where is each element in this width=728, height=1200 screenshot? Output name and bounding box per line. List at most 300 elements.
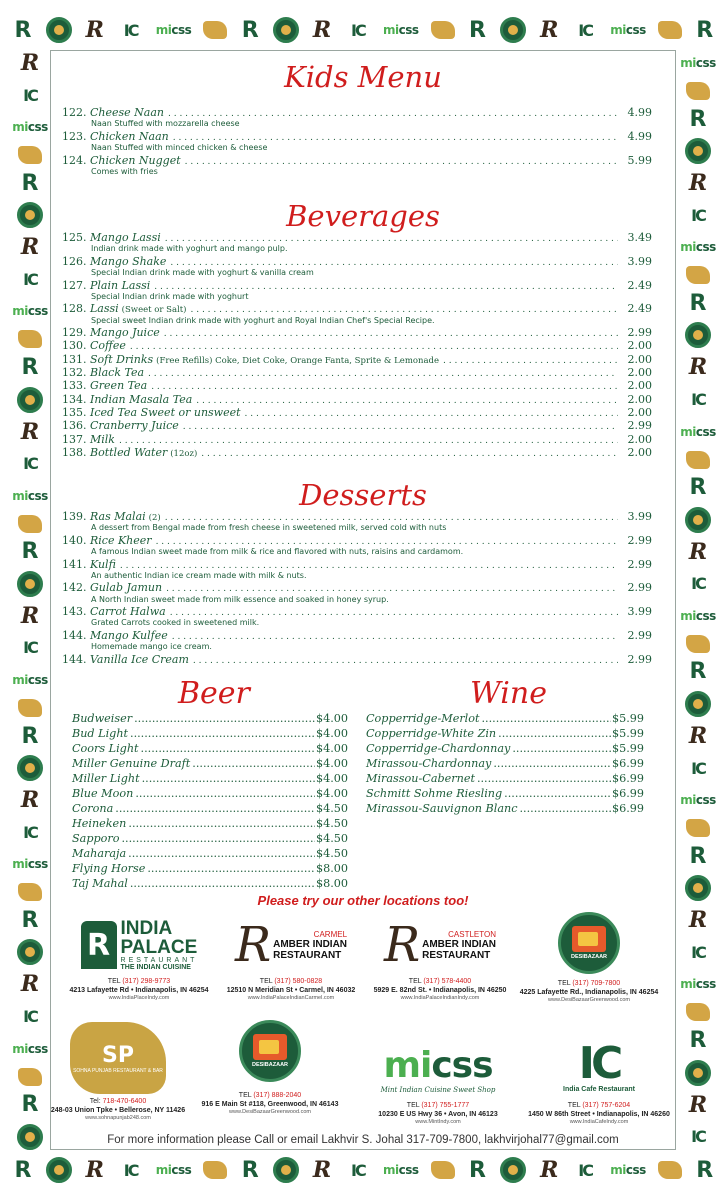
desi-bazaar-icon — [46, 1157, 72, 1183]
menu-item-name: Cranberry Juice — [90, 419, 179, 433]
micss-icon-rest: css — [695, 240, 716, 255]
menu-item-number: 144. — [62, 652, 87, 666]
drink-price: $8.00 — [315, 877, 348, 890]
amber-castleton-name2: RESTAURANT — [422, 949, 491, 961]
menu-item-number: 124. — [62, 153, 87, 167]
micss-icon-m: mi — [155, 23, 172, 37]
drink-price: $6.99 — [611, 787, 644, 800]
desi-bazaar-icon — [273, 1157, 299, 1183]
menu-item-name: Ras Malai — [90, 510, 146, 523]
dot-leader — [481, 712, 610, 725]
amber-castleton-logo-mark: R — [383, 917, 421, 973]
drink-name: Flying Horse — [72, 862, 146, 875]
dot-leader — [151, 382, 618, 392]
menu-item-price: 4.99 — [627, 129, 652, 143]
micss-icon-rest: css — [27, 488, 48, 503]
menu-item-number: 129. — [62, 326, 87, 340]
india-cafe-icon: IC — [691, 942, 705, 962]
menu-item-name: Cheese Naan — [90, 106, 164, 119]
sohna-punjab-icon — [686, 82, 710, 100]
micss-icon — [678, 787, 718, 813]
drink-price: $4.00 — [315, 712, 348, 725]
menu-item-number: 132. — [62, 366, 87, 380]
india-palace-r-icon: R — [689, 659, 707, 685]
desi-bazaar-2-website: www.DesiBazaarGreenwood.com — [229, 1109, 311, 1115]
amber-carmel-logo — [222, 914, 360, 976]
india-palace-r-icon: R — [241, 17, 259, 43]
menu-item-name: Gulab Jamun — [90, 581, 163, 595]
menu-item-number: 133. — [62, 379, 87, 393]
menu-item-note: (12oz) — [170, 448, 198, 459]
sohna-punjab-icon — [18, 330, 42, 348]
sohna-punjab-logo-mark: SP — [102, 1042, 134, 1068]
menu-item — [62, 379, 652, 392]
india-palace-r-icon: R — [469, 17, 486, 43]
drink-price: $5.99 — [611, 712, 644, 725]
india-cafe-icon: IC — [691, 205, 705, 225]
micss-icon-m: mi — [610, 23, 626, 37]
sohna-punjab-icon — [431, 1161, 455, 1179]
india-cafe-icon: IC — [691, 574, 705, 594]
amber-castleton-address: 5929 E. 82nd St. • Indianapolis, IN 46250 — [373, 987, 507, 994]
india-cafe-icon: IC — [123, 1160, 138, 1180]
menu-item-line — [62, 581, 652, 594]
india-cafe-logo-mark: IC — [578, 1037, 620, 1089]
desi-bazaar-icon — [17, 1124, 43, 1150]
amber-r-icon: R — [688, 354, 708, 381]
india-palace-r-icon: R — [689, 1028, 707, 1053]
menu-item-line — [62, 130, 652, 143]
amber-carmel-name1: AMBER INDIAN — [273, 938, 348, 950]
menu-item-price: 2.99 — [627, 628, 652, 642]
micss-icon-m: mi — [680, 608, 696, 623]
shopping-cart-icon — [572, 926, 606, 952]
amber-r-icon: R — [20, 971, 40, 998]
menu-item-price: 2.00 — [627, 392, 652, 406]
india-cafe-icon: IC — [23, 454, 37, 474]
location-micss — [370, 1040, 506, 1125]
menu-item-price: 2.99 — [627, 326, 652, 340]
drink-item — [72, 847, 348, 862]
menu-item-description: Special Indian drink made with yoghurt & vanilla cream — [91, 268, 314, 278]
menu-item-line — [62, 154, 652, 167]
menu-item-name: Carrot Halwa — [90, 605, 166, 619]
menu-item-description: Naan Stuffed with mozzarella cheese — [91, 119, 240, 129]
dot-leader — [493, 757, 611, 770]
amber-carmel-city: CARMEL — [313, 929, 348, 939]
dot-leader — [173, 133, 618, 143]
drink-item — [72, 772, 348, 787]
micss-icon — [608, 1157, 648, 1183]
desi-bazaar-2-address: 916 E Main St #118, Greenwood, IN 46143 — [201, 1101, 339, 1108]
amber-r-icon: R — [540, 1157, 559, 1183]
india-cafe-icon: IC — [23, 269, 37, 289]
drink-item — [72, 862, 348, 877]
desi-bazaar-2-phone: TEL (317) 888-2040 — [238, 1092, 302, 1099]
india-palace-r-icon: R — [689, 290, 707, 316]
drink-price: $4.00 — [315, 772, 348, 785]
menu-item-line — [62, 393, 652, 406]
desi-bazaar-icon — [685, 138, 711, 164]
india-palace-r-icon: R — [21, 907, 39, 933]
menu-item-description: Comes with fries — [91, 166, 158, 176]
dot-leader — [141, 742, 315, 755]
india-palace-r-icon: R — [14, 1157, 32, 1183]
india-cafe-icon: IC — [578, 20, 592, 40]
sohna-punjab-icon — [18, 146, 42, 164]
menu-item — [62, 154, 652, 178]
desi-bazaar-icon — [17, 939, 43, 965]
micss-icon-rest: css — [695, 608, 716, 623]
india-palace-r-icon: R — [21, 1092, 39, 1118]
menu-item-name: Black Tea — [90, 366, 145, 380]
desi-bazaar-icon — [685, 1060, 711, 1086]
sohna-punjab-icon — [203, 1161, 227, 1179]
beverages-list — [62, 231, 652, 459]
menu-item-name: Coffee — [90, 339, 126, 353]
menu-item-description: A famous Indian sweet made from milk & rice and flavored with nuts, raisins and cardamom. — [91, 547, 464, 557]
menu-item-name: Bottled Water — [90, 445, 168, 459]
menu-item-name: Mango Juice — [90, 326, 160, 340]
menu-item-number: 126. — [62, 254, 87, 268]
menu-item-price: 2.99 — [627, 581, 652, 595]
menu-item — [62, 534, 652, 558]
menu-item-price: 2.49 — [627, 278, 652, 292]
amber-castleton-phone: TEL (317) 578-4400 — [408, 978, 472, 985]
menu-item-note: (Free Refills) Coke, Diet Coke, Orange Fanta, Sprite & Lemonade — [156, 355, 440, 366]
menu-item-description: An authentic Indian ice cream made with milk & nuts. — [91, 570, 307, 580]
dot-leader — [135, 787, 315, 800]
amber-r-icon: R — [20, 602, 40, 629]
logo-border-left — [8, 50, 52, 1150]
drink-name: Taj Mahal — [72, 877, 128, 890]
micss-icon-rest: css — [171, 1163, 192, 1177]
desi-bazaar-2-logo — [239, 1020, 301, 1082]
dot-leader — [165, 513, 618, 523]
dot-leader — [120, 561, 618, 571]
india-cafe-website: www.IndiaCafeIndy.com — [569, 1119, 629, 1125]
sohna-punjab-icon — [658, 21, 682, 39]
dot-leader — [193, 656, 618, 666]
dot-leader — [192, 757, 315, 770]
menu-item-line — [62, 339, 652, 352]
micss-icon-rest: css — [27, 857, 48, 872]
micss-icon — [10, 483, 50, 509]
menu-item — [62, 653, 652, 666]
dot-leader — [156, 537, 618, 547]
desi-bazaar-icon — [685, 322, 711, 348]
india-cafe-phone: TEL (317) 757-6204 — [567, 1102, 631, 1109]
menu-item-line — [62, 558, 652, 571]
india-palace-r-icon: R — [696, 17, 714, 43]
menu-item — [62, 326, 652, 339]
menu-item-line — [62, 605, 652, 618]
micss-icon-rest: css — [625, 1163, 646, 1177]
dot-leader — [164, 329, 618, 339]
drink-price: $4.50 — [315, 817, 348, 830]
dot-leader — [245, 409, 618, 419]
drink-name: Mirassou-Chardonnay — [366, 757, 492, 770]
desi-bazaar-icon — [17, 387, 43, 413]
menu-item-number: 138. — [62, 445, 87, 459]
micss-icon — [10, 114, 50, 140]
micss-icon-m: mi — [12, 304, 28, 319]
drink-name: Corona — [72, 802, 114, 815]
dot-leader — [170, 608, 618, 618]
menu-item-price: 2.00 — [627, 352, 652, 366]
menu-item — [62, 106, 652, 130]
india-cafe-icon: IC — [23, 1006, 37, 1026]
menu-item-name: Iced Tea Sweet or unsweet — [90, 405, 241, 419]
india-cafe-icon: IC — [23, 822, 37, 842]
india-palace-logo-title2: PALACE — [120, 937, 198, 958]
amber-castleton-website: www.IndiaPalaceIndianIndy.com — [400, 995, 480, 1001]
menu-item-description: Special Indian drink made with yoghurt — [91, 291, 249, 301]
india-cafe-logo — [524, 1034, 674, 1100]
india-palace-phone: TEL (317) 298-9773 — [107, 978, 171, 985]
drink-item — [72, 757, 348, 772]
menu-item-number: 134. — [62, 392, 87, 406]
beer-title: Beer — [178, 676, 250, 711]
india-cafe-icon: IC — [351, 20, 365, 40]
micss-icon-m: mi — [382, 1163, 399, 1177]
menu-item-description: Homemade mango ice cream. — [91, 642, 212, 652]
micss-icon — [678, 419, 718, 445]
drink-name: Bud Light — [72, 727, 129, 740]
wine-title: Wine — [470, 676, 547, 711]
menu-item-name: Green Tea — [90, 379, 148, 393]
menu-item-number: 128. — [62, 302, 87, 316]
micss-icon-rest: css — [398, 1163, 419, 1177]
drink-price: $4.50 — [315, 847, 348, 860]
india-palace-logo-mark: R — [81, 921, 117, 969]
india-palace-r-icon: R — [469, 1157, 486, 1183]
drink-price: $4.50 — [315, 802, 348, 815]
menu-item-line — [62, 279, 652, 292]
menu-item — [62, 605, 652, 629]
menu-item-name: Mango Kulfee — [90, 628, 168, 642]
india-palace-r-icon: R — [21, 539, 39, 565]
amber-carmel-address: 12510 N Meridian St • Carmel, IN 46032 — [226, 987, 356, 994]
shopping-cart-icon — [253, 1034, 287, 1060]
menu-item-price: 2.99 — [627, 533, 652, 547]
menu-item-line — [62, 406, 652, 419]
india-palace-r-icon: R — [21, 170, 39, 196]
kids-menu-list — [62, 106, 652, 177]
drink-item — [366, 757, 644, 772]
dot-leader — [115, 802, 315, 815]
menu-item-number: 125. — [62, 231, 87, 244]
menu-item-line — [62, 653, 652, 666]
dot-leader — [142, 772, 315, 785]
dot-leader — [119, 436, 618, 446]
drink-price: $5.99 — [611, 742, 644, 755]
amber-carmel-website: www.IndiaPalaceIndianCarmel.com — [247, 995, 335, 1001]
dot-leader — [128, 817, 315, 830]
menu-item-price: 2.00 — [627, 379, 652, 393]
micss-icon — [10, 851, 50, 877]
menu-item — [62, 130, 652, 154]
menu-item — [62, 406, 652, 419]
drink-name: Schmitt Sohme Riesling — [366, 787, 503, 800]
sohna-punjab-icon — [18, 883, 42, 901]
menu-item — [62, 353, 652, 366]
drink-item — [72, 727, 348, 742]
menu-item — [62, 279, 652, 303]
menu-item-line — [62, 534, 652, 547]
sohna-punjab-phone: Tel: 718-470-6400 — [89, 1098, 147, 1105]
menu-item-number: 141. — [62, 557, 87, 571]
sohna-punjab-logo — [70, 1022, 166, 1094]
micss-icon-m: mi — [12, 488, 28, 503]
amber-r-icon: R — [688, 538, 708, 565]
sohna-punjab-icon — [18, 515, 42, 533]
location-sohna-punjab — [50, 1020, 186, 1121]
menu-item-price: 2.00 — [627, 339, 652, 353]
menu-item-line — [62, 366, 652, 379]
drink-price: $6.99 — [611, 802, 644, 815]
desi-bazaar-icon — [17, 571, 43, 597]
micss-icon — [154, 17, 194, 43]
drink-item — [72, 787, 348, 802]
drink-item — [366, 742, 644, 757]
micss-icon-m: mi — [382, 23, 399, 37]
india-cafe-icon: IC — [691, 1127, 705, 1147]
india-palace-address: 4213 Lafayette Rd • Indianapolis, IN 46254 — [69, 987, 209, 994]
menu-item-name: Lassi — [90, 302, 119, 316]
dot-leader — [166, 584, 618, 594]
micss-icon — [678, 971, 718, 997]
micss-icon-rest: css — [625, 23, 646, 37]
dot-leader — [165, 234, 618, 244]
sohna-punjab-icon — [18, 699, 42, 717]
menu-item-number: 127. — [62, 278, 87, 292]
dot-leader — [498, 727, 611, 740]
amber-r-icon: R — [85, 17, 104, 43]
menu-item-price: 3.99 — [627, 510, 652, 523]
menu-item-number: 140. — [62, 533, 87, 547]
micss-icon-m: mi — [680, 240, 696, 255]
sohna-punjab-icon — [686, 635, 710, 653]
micss-icon-m: mi — [680, 56, 696, 70]
menu-item-number: 137. — [62, 432, 87, 446]
menu-item-price: 2.00 — [627, 432, 652, 446]
drink-name: Blue Moon — [72, 787, 134, 800]
drink-item — [72, 817, 348, 832]
drink-name: Budweiser — [72, 712, 133, 725]
india-palace-website: www.IndiaPlaceIndy.com — [108, 995, 170, 1001]
india-palace-r-icon: R — [21, 354, 39, 380]
desi-bazaar-1-logo — [558, 912, 620, 974]
micss-icon-m: mi — [680, 977, 696, 992]
menu-item-name: Chicken Nugget — [90, 153, 181, 167]
dot-leader — [134, 712, 315, 725]
menu-item — [62, 581, 652, 605]
micss-icon-rest: css — [695, 56, 716, 70]
drink-item — [72, 802, 348, 817]
menu-item-price: 2.00 — [627, 445, 652, 459]
sohna-punjab-icon — [686, 819, 710, 837]
sohna-punjab-icon — [431, 21, 455, 39]
micss-icon — [10, 1036, 50, 1062]
menu-item-description: Special sweet Indian drink made with yoghurt and Royal Indian Chef's Special Recipe. — [91, 315, 435, 325]
logo-border-top — [0, 10, 728, 50]
beverages-title: Beverages — [286, 199, 440, 233]
menu-item-line — [62, 302, 652, 315]
menu-item-price: 2.49 — [627, 302, 652, 316]
drink-item — [366, 802, 644, 817]
dot-leader — [130, 877, 315, 890]
menu-item-note: (2) — [148, 513, 161, 523]
micss-icon-rest: css — [27, 304, 48, 319]
kids-menu-title: Kids Menu — [284, 60, 442, 94]
dot-leader — [443, 356, 618, 366]
micss-icon-m: mi — [12, 1041, 28, 1056]
desi-bazaar-icon — [273, 17, 299, 43]
dot-leader — [148, 369, 618, 379]
desi-bazaar-1-phone: TEL (317) 709-7800 — [557, 980, 621, 987]
dot-leader — [191, 305, 619, 315]
drink-price: $6.99 — [611, 772, 644, 785]
menu-item — [62, 339, 652, 352]
dot-leader — [512, 742, 611, 755]
amber-r-icon: R — [688, 907, 708, 934]
menu-item-line — [62, 419, 652, 432]
amber-r-icon: R — [85, 1157, 104, 1183]
menu-item-line — [62, 353, 652, 366]
micss-icon-rest: css — [171, 23, 192, 37]
india-palace-r-icon: R — [696, 1157, 714, 1183]
menu-item-description: A dessert from Bengal made from fresh cheese in sweetened milk, served cold with nuts — [91, 523, 447, 533]
sohna-punjab-logo-wrap — [50, 1020, 186, 1096]
drink-name: Maharaja — [72, 847, 127, 860]
menu-item — [62, 366, 652, 379]
micss-tagline: Mint Indian Cuisine Sweet Shop — [380, 1086, 496, 1094]
location-desi-bazaar-lafayette — [514, 908, 664, 1003]
amber-r-icon: R — [20, 787, 40, 814]
dot-leader — [168, 109, 618, 119]
wine-list — [366, 712, 644, 817]
location-amber-castleton — [372, 914, 508, 1001]
dot-leader — [170, 258, 618, 268]
dot-leader — [128, 847, 315, 860]
dot-leader — [504, 787, 611, 800]
menu-item-name: Vanilla Ice Cream — [90, 652, 189, 666]
drink-name: Coors Light — [72, 742, 139, 755]
sohna-punjab-icon — [658, 1161, 682, 1179]
amber-castleton-city: CASTLETON — [448, 929, 497, 939]
sohna-punjab-icon — [203, 21, 227, 39]
dot-leader — [130, 342, 618, 352]
beer-list — [72, 712, 348, 892]
menu-item-price: 2.00 — [627, 405, 652, 419]
amber-carmel-logo-mark: R — [234, 917, 272, 973]
amber-r-icon: R — [688, 1091, 708, 1118]
amber-carmel-phone: TEL (317) 580-0828 — [259, 978, 323, 985]
drink-name: Copperridge-Chardonnay — [366, 742, 511, 755]
desi-bazaar-1-website: www.DesiBazaarGreenwood.com — [548, 997, 630, 1003]
menu-item-price: 2.99 — [627, 652, 652, 666]
desserts-list — [62, 510, 652, 666]
desi-bazaar-2-logo-label: DESIBAZAAR — [251, 1062, 289, 1068]
dot-leader — [201, 449, 618, 459]
drink-item — [72, 832, 348, 847]
menu-item-description: Grated Carrots cooked in sweetened milk. — [91, 618, 260, 628]
menu-item-name: Mango Lassi — [90, 231, 161, 244]
menu-item-number: 123. — [62, 129, 87, 143]
drink-price: $6.99 — [611, 757, 644, 770]
menu-item-number: 131. — [62, 352, 87, 366]
